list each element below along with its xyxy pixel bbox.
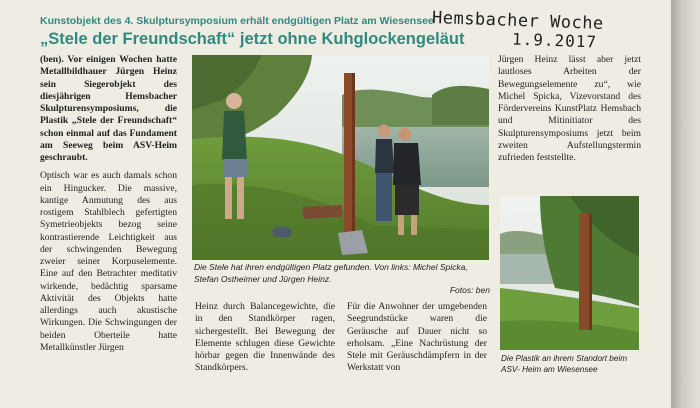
- side-photo-caption: Die Plastik an ihrem Standort beim ASV- Heim am Wiesensee: [501, 354, 628, 374]
- article-kicker: Kunstobjekt des 4. Skulptursymposium erhält endgültigen Platz am Wiesensee: [40, 15, 434, 27]
- article-headline: „Stele der Freundschaft“ jetzt ohne Kuhglockengeläut: [40, 30, 465, 48]
- article-lead: (ben). Vor einigen Wochen hatte Metallbildhauer Jürgen Heinz sein Siegerobjekt des diesjährigen Hemsbacher Skulpturensymposiums, die Plastik „Stele der Freundschaft“ schon einmal auf das Fundament am Seeweg beim ASV-Heim geschraubt.: [40, 54, 177, 163]
- side-photo: [500, 196, 639, 350]
- main-photo-caption: [194, 262, 490, 297]
- article-column-1: [40, 54, 177, 360]
- article-column-2: [195, 301, 335, 381]
- handwritten-date-note: 1.9.2017: [511, 29, 598, 52]
- main-photo: [192, 55, 489, 260]
- handwritten-source-note: Hemsbacher Woche: [431, 8, 605, 34]
- article-body-col3: Für die Anwohner der umgebenden Seegrundstücke waren die Geräusche auf Dauer nicht so erholsam. „Eine Nachrüstung der Stele mit Geräuschdämpfern in der Werkstatt von: [347, 301, 487, 374]
- main-caption-text: Die Stele hat ihren endgültigen Platz gefunden. Von links: Michel Spicka, Stefan Ostheimer und Jürgen Heinz.: [194, 262, 468, 284]
- page-fold-edge: [671, 0, 700, 408]
- article-body-col4: Jürgen Heinz lässt aber jetzt lautloses Arbeiten der Bewegungselemente zu“, wie Michel Spicka, Vizevorstand des Fördervereins KunstPlatz Hemsbach und Mitinitiator des Skulpturensymposiums jetzt beim zweiten Aufstellungstermin zufrieden feststellte.: [498, 54, 641, 163]
- photo-credit: Fotos: ben: [449, 285, 490, 295]
- article-body-col2: Heinz durch Balancegewichte, die in den Standkörper ragen, sichergestellt. Bei Bewegung der Elemente schlugen diese Gewichte hörbar gegen die Innenwände des Standkörpers.: [195, 301, 335, 374]
- article-column-3: [347, 301, 487, 381]
- article-column-4: [498, 54, 641, 170]
- article-body-col1: Optisch war es auch damals schon ein Hingucker. Die massive, kantige Anmutung des aus rostigem Stahlblech gefertigten Symetrieobjekts bezog seine kontrastierende Leichtigkeit aus der schwingenden Bewegung zweier seiner Korpuselemente. Eine auf den Betrachter meditativ wirkende, bedächtig sparsame Aktivität des Objekts hatte allerdings auch akustische Wirkungen. Die Schwingungen der beiden Oberteile hatte Metallkünstler Jürgen: [40, 170, 177, 353]
